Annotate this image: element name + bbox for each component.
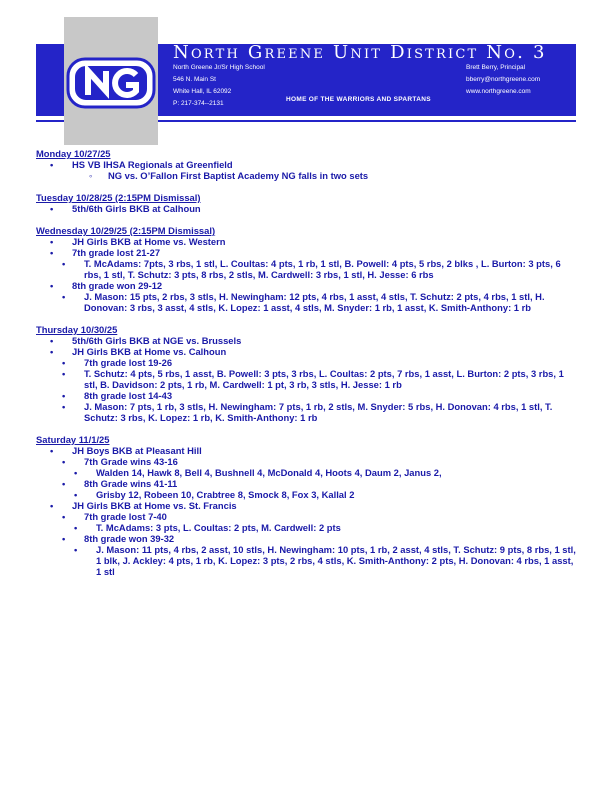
list-item: • 5th/6th Girls BKB at NGE vs. Brussels [36,335,576,346]
list-item: • Walden 14, Hawk 8, Bell 4, Bushnell 4, McDonald 4, Hoots 4, Daum 2, Janus 2, [36,467,576,478]
district-logo [64,17,158,145]
day-section [36,192,576,214]
day-title: Thursday 10/30/25 [36,324,118,335]
list-item: • 8th Grade wins 41-11 [36,478,576,489]
day-title: Tuesday 10/28/25 (2:15PM Dismissal) [36,192,201,203]
day-section [36,225,576,313]
district-name: North Greene Unit District No. 3 [173,42,547,63]
list-item: • 7th grade lost 21-27 [36,247,576,258]
city-state-zip: White Hall, IL 62092 [173,88,232,95]
day-section [36,434,576,577]
phone-number: P: 217-374--2131 [173,100,224,107]
list-item: • JH Boys BKB at Pleasant Hill [36,445,576,456]
day-title: Wednesday 10/29/25 (2:15PM Dismissal) [36,225,216,236]
list-item: • 8th grade lost 14-43 [36,390,576,401]
list-item: • 5th/6th Girls BKB at Calhoun [36,203,576,214]
school-name: North Greene Jr/Sr High School [173,64,265,71]
list-item: • T. McAdams: 7pts, 3 rbs, 1 stl, L. Coultas: 4 pts, 1 rb, 1 stl, B. Powell: 4 pts, 5 rbs, 2 blks , L. Burton: 3 pts, 6 rbs, 1 stl, T. Schutz: 3 pts, 8 rbs, 2 stls, M. Cardwell: 3 rbs, 1 stl, H. Jesse: 6 rbs [36,258,576,280]
list-item: • 7th grade lost 7-40 [36,511,576,522]
list-item: • T. McAdams: 3 pts, L. Coultas: 2 pts, M. Cardwell: 2 pts [36,522,576,533]
list-item: • JH Girls BKB at Home vs. St. Francis [36,500,576,511]
list-item: • 8th grade won 29-12 [36,280,576,291]
website-link[interactable]: www.northgreene.com [466,88,531,95]
principal-name: Brett Berry, Principal [466,64,526,71]
list-item: • JH Girls BKB at Home vs. Calhoun [36,346,576,357]
day-section [36,148,576,181]
school-address-block [173,62,265,110]
list-item: • 7th Grade wins 43-16 [36,456,576,467]
day-title: Saturday 11/1/25 [36,434,110,445]
street-address: 546 N. Main St [173,76,216,83]
list-item: • J. Mason: 7 pts, 1 rb, 3 stls, H. Newingham: 7 pts, 1 rb, 2 stls, M. Snyder: 5 rbs, H. Donovan: 4 rbs, 1 stl, T. Schutz: 3 rbs, K. Lopez: 1 rb, K. Smith-Anthony: 1 rb [36,401,576,423]
day-section [36,324,576,423]
email-address[interactable]: bberry@northgreene.com [466,76,541,83]
list-item: • HS VB IHSA Regionals at Greenfield [36,159,576,170]
list-item: • 8th grade won 39-32 [36,533,576,544]
principal-contact-block [466,62,540,98]
ng-monogram-icon [66,57,156,109]
tagline: HOME OF THE WARRIORS AND SPARTANS [286,96,431,103]
day-title: Monday 10/27/25 [36,148,111,159]
list-item: • 7th grade lost 19-26 [36,357,576,368]
list-item: • J. Mason: 15 pts, 2 rbs, 3 stls, H. Newingham: 12 pts, 4 rbs, 1 asst, 4 stls, T. Schutz: 2 pts, 4 rbs, 1 stl, H. Donovan: 3 rbs, 3 asst, 4 stls, K. Lopez: 1 asst, 4 stls, M. Snyder: 1 rb, 1 asst, K. Smith-Anthony: 1 rb [36,291,576,313]
list-item: • T. Schutz: 4 pts, 5 rbs, 1 asst, B. Powell: 3 pts, 3 rbs, L. Coultas: 2 pts, 7 rbs, 1 asst, L. Burton: 2 pts, 3 rbs, 1 stl, B. Davidson: 2 pts, 1 rb, M. Cardwell: 1 pt, 3 rb, 3 stls, H. Jesse: 1 rb [36,368,576,390]
list-item: ◦ NG vs. O’Fallon First Baptist Academy NG falls in two sets [36,170,576,181]
list-item: • Grisby 12, Robeen 10, Crabtree 8, Smock 8, Fox 3, Kallal 2 [36,489,576,500]
list-item: • J. Mason: 11 pts, 4 rbs, 2 asst, 10 stls, H. Newingham: 10 pts, 1 rb, 2 asst, 4 stls, T. Schutz: 9 pts, 8 rbs, 1 stl, 1 blk, J. Ackley: 4 pts, 1 rb, K. Lopez: 3 pts, 2 rbs, 4 stls, K. Smith-Anthony: 2 pts, H. Donovan: 4 rbs, 1 asst, 1 stl [36,544,576,577]
schedule-results [36,148,576,588]
list-item: • JH Girls BKB at Home vs. Western [36,236,576,247]
